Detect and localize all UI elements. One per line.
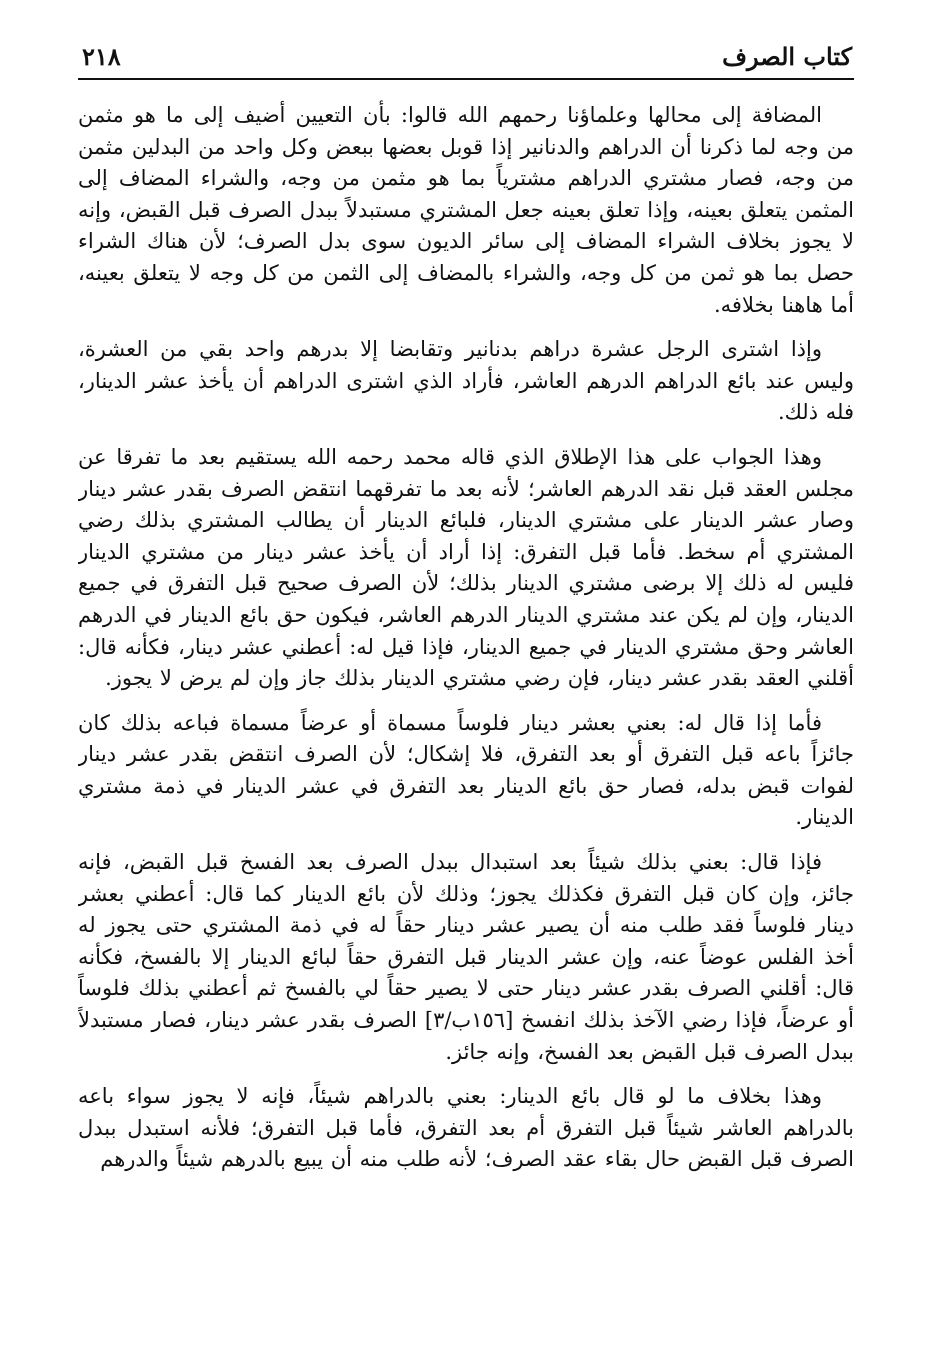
paragraph: المضافة إلى محالها وعلماؤنا رحمهم الله قالوا: بأن التعيين أضيف إلى ما هو مثمن من وجه لما ذكرنا أن الدراهم والدنانير إذا قوبل بعضها ببعض وكل واحد من البدلين مثمن من وجه، فصار مشتري الدراهم مشترياً بما هو مثمن من وجه، والشراء المضاف إلى المثمن يتعلق بعينه، وإذا تعلق بعينه جعل المشتري مستبدلاً ببدل الصرف قبل القبض، وإنه لا يجوز بخلاف الشراء المضاف إلى سائر الديون سوى بدل الصرف؛ لأن هناك الشراء حصل بما هو ثمن من كل وجه، والشراء بالمضاف إلى الثمن من كل وجه لا يتعلق بعينه، أما هاهنا بخلافه. — [78, 103, 854, 317]
paragraph: وإذا اشترى الرجل عشرة دراهم بدنانير وتقابضا إلا بدرهم واحد بقي من العشرة، وليس عند بائع الدراهم الدرهم العاشر، فأراد الذي اشترى الدراهم أن يأخذ عشر الدينار، فله ذلك. — [78, 337, 854, 425]
book-page — [78, 38, 854, 1348]
page-number: ٢١٨ — [82, 42, 121, 71]
paragraph: وهذا بخلاف ما لو قال بائع الدينار: بعني بالدراهم شيئاً، فإنه لا يجوز سواء باعه بالدراهم العاشر شيئاً قبل التفرق أم بعد التفرق، فأما قبل التفرق؛ فلأنه استبدل ببدل الصرف قبل القبض حال بقاء عقد الصرف؛ لأنه طلب منه أن يبيع بالدرهم شيئاً والدرهم — [78, 1084, 854, 1172]
running-title: كتاب الصرف — [722, 42, 852, 71]
paragraph: وهذا الجواب على هذا الإطلاق الذي قاله محمد رحمه الله يستقيم بعد ما تفرقا عن مجلس العقد قبل نقد الدرهم العاشر؛ لأنه بعد ما تفرقهما انتقض الصرف بقدر عشر دينار وصار عشر الدينار على مشتري الدينار، فلبائع الدينار أن يطالب المشتري بذلك رضي المشتري أم سخط. فأما قبل التفرق: إذا أراد أن يأخذ عشر دينار من مشتري الدينار فليس له ذلك إلا برضى مشتري الدينار بذلك؛ لأن الصرف صحيح قبل التفرق في جميع الدينار، وإن لم يكن عند مشتري الدينار الدرهم العاشر، فيكون حق بائع الدينار في الدرهم العاشر وحق مشتري الدينار في جميع الدينار، فإذا قيل له: أعطني عشر دينار، فكأنه قال: أقلني العقد بقدر عشر دينار، فإن رضي مشتري الدينار بذلك جاز وإن لم يرض لا يجوز. — [78, 444, 854, 691]
body-text — [78, 100, 854, 1176]
paragraph: فأما إذا قال له: بعني بعشر دينار فلوساً مسماة أو عرضاً مسماة فباعه بذلك كان جائزاً باعه قبل التفرق أو بعد التفرق، فلا إشكال؛ لأن الصرف انتقض بقدر عشر دينار لفوات قبض بدله، فصار حق بائع الدينار بعد التفرق في عشر الدينار في ذمة مشتري الدينار. — [78, 710, 854, 830]
page-header — [78, 38, 854, 80]
paragraph: فإذا قال: بعني بذلك شيئاً بعد استبدال ببدل الصرف بعد الفسخ قبل القبض، فإنه جائز، وإن كان قبل التفرق فكذلك يجوز؛ وذلك لأن بائع الدينار كما قال: أعطني بعشر دينار فلوساً فقد طلب منه أن يصير عشر دينار حقاً له في ذمة المشتري حتى يجوز له أخذ الفلس عوضاً عنه، وإن عشر الدينار قبل التفرق حقاً لبائع الدينار إلا بالفسخ، فكأنه قال: أقلني الصرف بقدر عشر دينار حتى لا يصير حقاً لي بالفسخ ثم أعطني بذلك فلوساً أو عرضاً، فإذا رضي الآخذ بذلك انفسخ [١٥٦ب/٣] الصرف بقدر عشر دينار، فصار مستبدلاً ببدل الصرف قبل القبض بعد الفسخ، وإنه جائز. — [78, 850, 854, 1064]
